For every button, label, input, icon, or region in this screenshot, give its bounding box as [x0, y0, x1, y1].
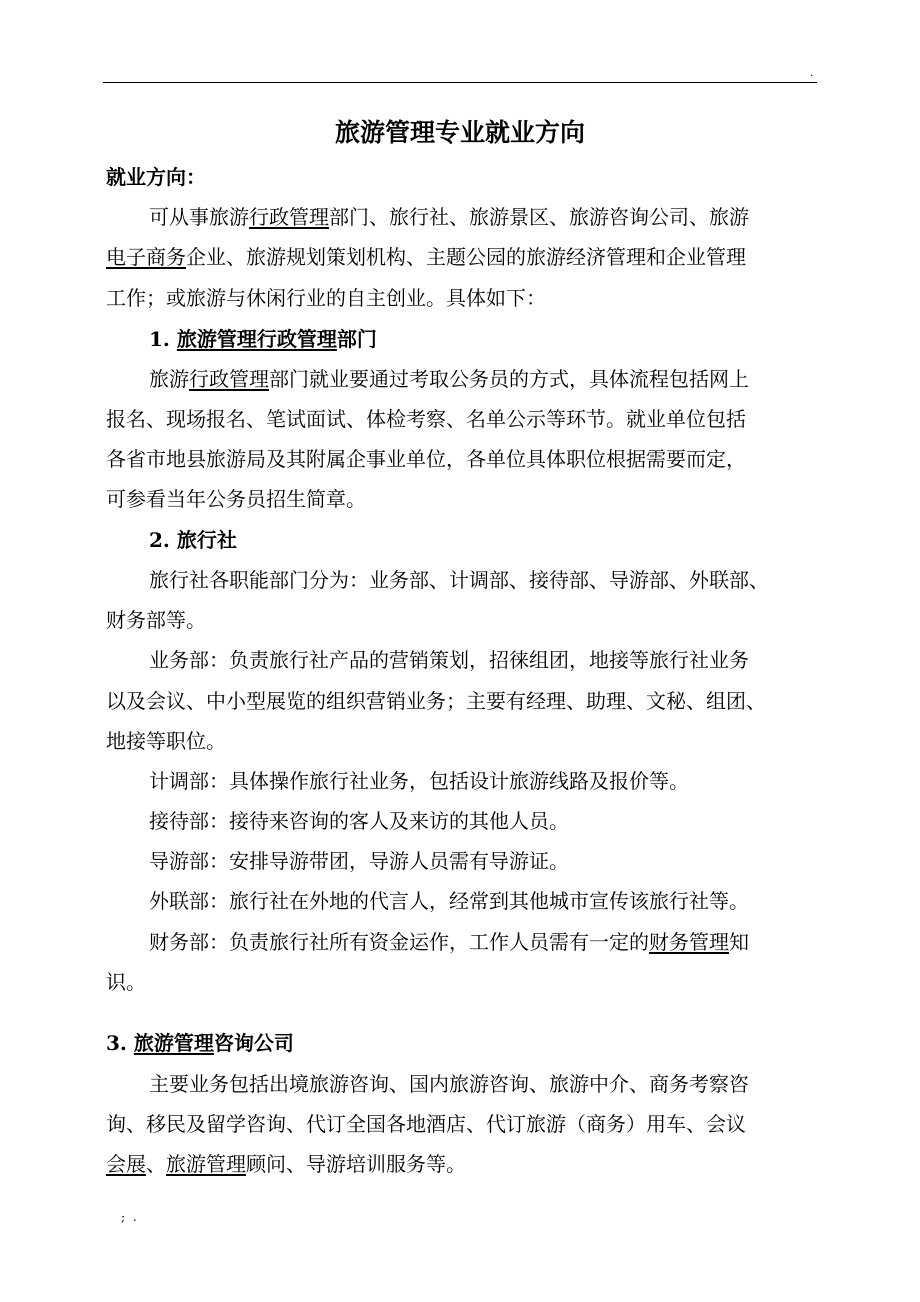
text: 财务部：负责旅行社所有资金运作，工作人员需有一定的 [149, 930, 649, 954]
item1-line-1 [149, 365, 749, 393]
biz-dept-line-1: 业务部：负责旅行社产品的营销策划，招徕组团，地接等旅行社业务 [149, 648, 749, 672]
text: 、 [146, 1152, 166, 1176]
link-admin-management[interactable]: 行政管理 [249, 205, 329, 229]
reception-dept: 接待部：接待来咨询的客人及来访的其他人员。 [149, 809, 569, 833]
item1-heading [149, 325, 377, 353]
text: 咨询公司 [213, 1031, 294, 1055]
link-tourism-management[interactable]: 旅游管理 [166, 1152, 246, 1176]
section-heading: 就业方向： [106, 165, 206, 189]
text: 顾问、导游培训服务等。 [246, 1152, 466, 1176]
header-rule [103, 82, 817, 83]
item2-heading [149, 526, 237, 554]
header-dot: . [810, 68, 814, 79]
item3-line-3 [106, 1150, 466, 1178]
plan-dept: 计调部：具体操作旅行社业务，包括设计旅游线路及报价等。 [149, 769, 689, 793]
finance-dept-line-1 [149, 928, 749, 956]
text: 部门就业要通过考取公务员的方式，具体流程包括网上 [269, 367, 749, 391]
item3-heading [106, 1029, 294, 1057]
page-title: 旅游管理专业就业方向 [334, 118, 585, 147]
link-exhibition[interactable]: 会展 [106, 1152, 146, 1176]
item1-line-3: 各省市地县旅游局及其附属企事业单位，各单位具体职位根据需要而定， [106, 447, 746, 471]
item-number: 1. [149, 327, 170, 351]
item-number: 2. [149, 528, 170, 552]
link-tourism-admin-management[interactable]: 旅游管理行政管理 [176, 327, 337, 351]
text: 部门 [336, 327, 377, 351]
text: 旅游 [149, 367, 189, 391]
biz-dept-line-3: 地接等职位。 [106, 729, 226, 753]
finance-dept-line-2: 识。 [106, 970, 146, 994]
external-dept: 外联部：旅行社在外地的代言人，经常到其他城市宣传该旅行社等。 [149, 889, 749, 913]
biz-dept-line-2: 以及会议、中小型展览的组织营销业务；主要有经理、助理、文秘、组团、 [106, 689, 766, 713]
link-e-commerce[interactable]: 电子商务 [106, 245, 186, 269]
text: 旅行社 [176, 528, 237, 552]
item1-line-2: 报名、现场报名、笔试面试、体检考察、名单公示等环节。就业单位包括 [106, 407, 746, 431]
item2-line-2: 财务部等。 [106, 608, 206, 632]
footer-mark: ; . [121, 1210, 139, 1224]
text: 企业、旅游规划策划机构、主题公园的旅游经济管理和企业管理 [186, 245, 746, 269]
item3-line-2: 询、移民及留学咨询、代订全国各地酒店、代订旅游（商务）用车、会议 [106, 1112, 746, 1136]
intro-line-1 [149, 203, 749, 231]
link-tourism-management[interactable]: 旅游管理 [133, 1031, 214, 1055]
text: 可从事旅游 [149, 205, 249, 229]
item1-line-4: 可参看当年公务员招生简章。 [106, 487, 366, 511]
item2-line-1: 旅行社各职能部门分为：业务部、计调部、接待部、导游部、外联部、 [149, 568, 769, 592]
link-admin-management[interactable]: 行政管理 [189, 367, 269, 391]
text: 部门、旅行社、旅游景区、旅游咨询公司、旅游 [329, 205, 749, 229]
intro-line-2 [106, 243, 746, 271]
link-financial-management[interactable]: 财务管理 [649, 930, 729, 954]
intro-line-3: 工作；或旅游与休闲行业的自主创业。具体如下： [106, 286, 546, 310]
guide-dept: 导游部：安排导游带团，导游人员需有导游证。 [149, 849, 569, 873]
text: 知 [729, 930, 749, 954]
item3-line-1: 主要业务包括出境旅游咨询、国内旅游咨询、旅游中介、商务考察咨 [149, 1072, 749, 1096]
item-number: 3. [106, 1031, 127, 1055]
